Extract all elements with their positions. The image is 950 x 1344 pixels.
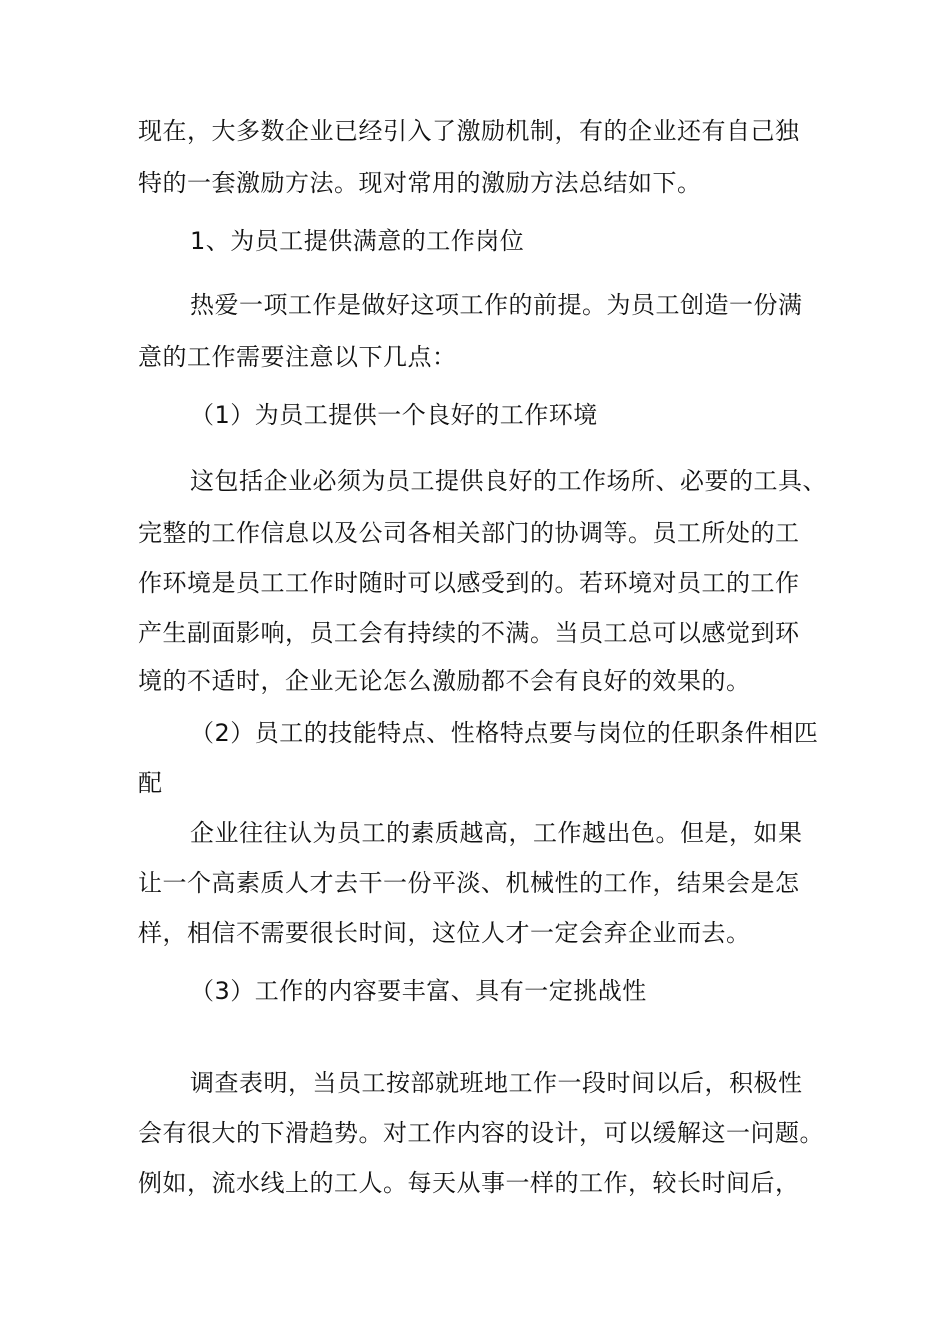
point-heading-3: （3）工作的内容要丰富、具有一定挑战性	[190, 977, 647, 1005]
point-heading-2-line-2: 配	[138, 769, 163, 797]
point-heading-1: （1）为员工提供一个良好的工作环境	[190, 401, 598, 429]
section-heading-1: 1、为员工提供满意的工作岗位	[190, 227, 525, 255]
point3-body-line-3: 例如，流水线上的工人。每天从事一样的工作，较长时间后，	[138, 1169, 800, 1197]
point2-body-line-2: 让一个高素质人才去干一份平淡、机械性的工作，结果会是怎	[138, 869, 800, 897]
point1-body-line-1: 这包括企业必须为员工提供良好的工作场所、必要的工具、	[190, 467, 827, 495]
point1-body-line-4: 产生副面影响，员工会有持续的不满。当员工总可以感觉到环	[138, 619, 800, 647]
point1-body-line-5: 境的不适时，企业无论怎么激励都不会有良好的效果的。	[138, 667, 751, 695]
section1-intro-line-1: 热爱一项工作是做好这项工作的前提。为员工创造一份满	[190, 291, 803, 319]
point2-body-line-3: 样，相信不需要很长时间，这位人才一定会弃企业而去。	[138, 919, 751, 947]
point2-body-line-1: 企业往往认为员工的素质越高，工作越出色。但是，如果	[190, 819, 803, 847]
intro-line-2: 特的一套激励方法。现对常用的激励方法总结如下。	[138, 169, 702, 197]
point-heading-2-line-1: （2）员工的技能特点、性格特点要与岗位的任职条件相匹	[190, 719, 819, 747]
point1-body-line-3: 作环境是员工工作时随时可以感受到的。若环境对员工的工作	[138, 569, 800, 597]
point1-body-line-2: 完整的工作信息以及公司各相关部门的协调等。员工所处的工	[138, 519, 800, 547]
section1-intro-line-2: 意的工作需要注意以下几点：	[138, 343, 457, 371]
point3-body-line-2: 会有很大的下滑趋势。对工作内容的设计，可以缓解这一问题。	[138, 1119, 824, 1147]
point3-body-line-1: 调查表明，当员工按部就班地工作一段时间以后，积极性	[190, 1069, 803, 1097]
intro-line-1: 现在，大多数企业已经引入了激励机制，有的企业还有自己独	[138, 117, 800, 145]
